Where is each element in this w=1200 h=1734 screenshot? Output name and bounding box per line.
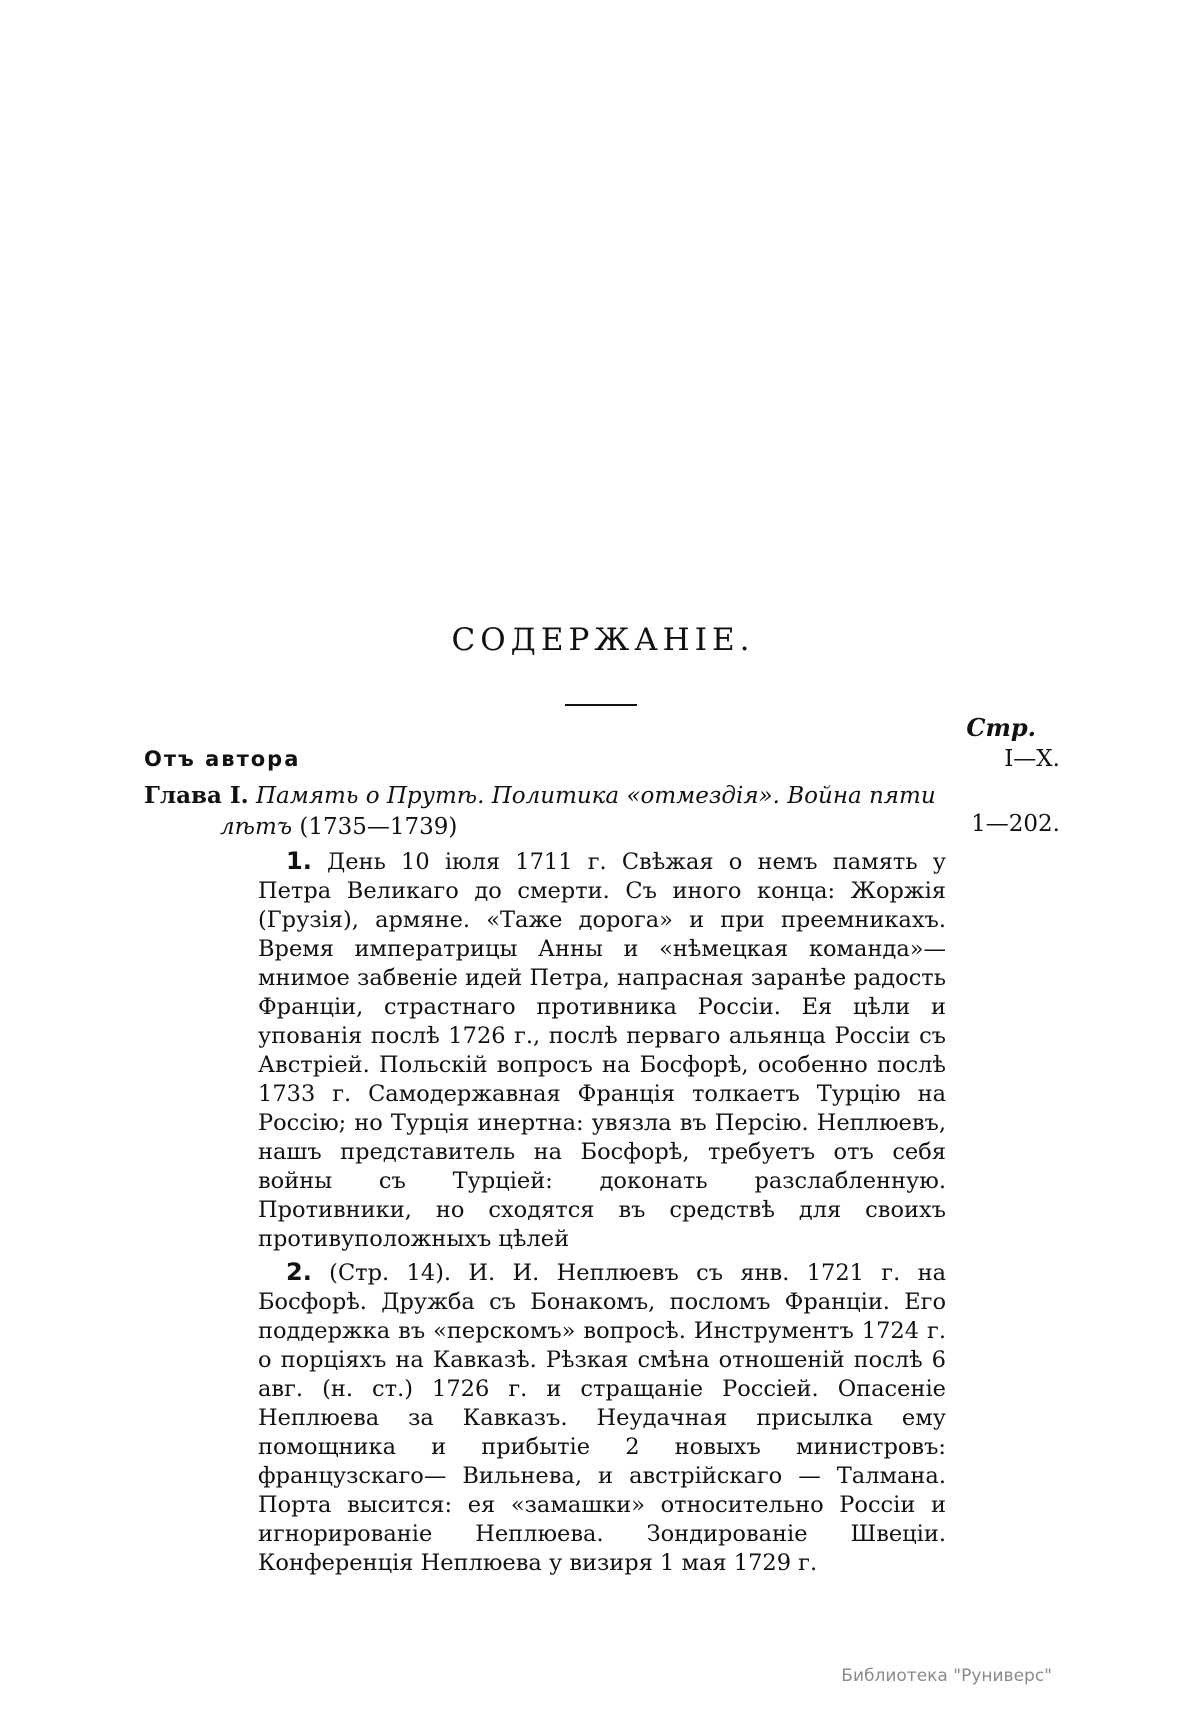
chapter-1-pages: 1—202. [971, 811, 1060, 837]
title-divider [565, 704, 637, 706]
toc-entry-chapter-1[interactable] [144, 780, 1060, 844]
chapter-1-title: Память о Прутѣ. Политика «отмездія». Война пяти [255, 783, 936, 809]
section-1 [258, 847, 946, 1254]
chapter-1-title-end: лѣтъ [220, 814, 293, 840]
chapter-1-label: Глава I. [144, 782, 249, 809]
section-2 [258, 1258, 946, 1578]
page-column-header: Стр. [966, 713, 1036, 742]
preface-label: Отъ автора [144, 747, 301, 771]
chapter-1-years: (1735—1739) [299, 814, 458, 840]
chapter-1-heading-continued [144, 812, 1060, 843]
section-1-number: 1. [286, 847, 312, 875]
section-1-text: День 10 іюля 1711 г. Свѣжая о немъ память у Петра Великаго до смерти. Съ иного конца: Жоржія (Грузія), армяне. «Таже дорога» и при преемникахъ. Время императрицы Анны и «нѣмецкая команда»—мнимое забвеніе идей Петра, напрасная заранѣе радость Франціи, страстнаго противника Россіи. Ея цѣли и упованія послѣ 1726 г., послѣ перваго альянца Россіи съ Австріей. Польскій вопросъ на Босфорѣ, особенно послѣ 1733 г. Самодержавная Франція толкаетъ Турцію на Россію; но Турція инертна: увязла въ Персію. Неплюевъ, нашъ представитель на Босфорѣ, требуетъ отъ себя войны съ Турціей: доконать разслабленную. Противники, но сходятся въ средствѣ для своихъ противуположныхъ цѣлей [258, 849, 946, 1252]
page-title: СОДЕРЖАНІЕ. [451, 622, 755, 658]
section-2-number: 2. [286, 1258, 312, 1286]
section-2-text: (Стр. 14). И. И. Неплюевъ съ янв. 1721 г. на Босфорѣ. Дружба съ Бонакомъ, посломъ Франціи. Его поддержка въ «перскомъ» вопросѣ. Инструментъ 1724 г. о порціяхъ на Кавказѣ. Рѣзкая смѣна отношеній послѣ 6 авг. (н. ст.) 1726 г. и стращаніе Россіей. Опасеніе Неплюева за Кавказъ. Неудачная присылка ему помощника и прибытіе 2 новыхъ министровъ: французскаго— Вильнева, и австрійскаго — Талмана. Порта высится: ея «замашки» относительно Россіи и игнорированіе Неплюева. Зондированіе Швеціи. Конференція Неплюева у визиря 1 мая 1729 г. [258, 1260, 946, 1576]
chapter-1-heading [144, 780, 1060, 812]
toc-entry-preface[interactable] [144, 746, 1060, 778]
preface-pages: I—X. [1004, 746, 1060, 772]
library-watermark: Библиотека "Руниверс" [841, 1666, 1052, 1686]
